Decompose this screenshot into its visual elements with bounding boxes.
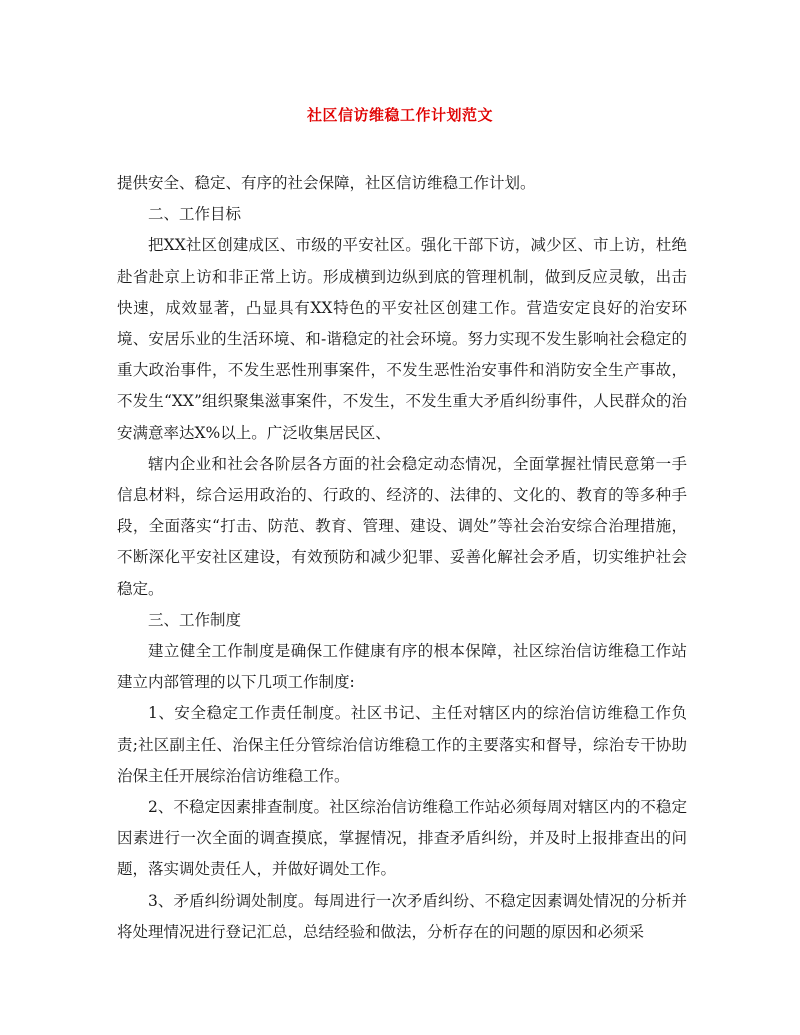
document-body [117,168,687,948]
paragraph: 把XX社区创建成区、市级的平安社区。强化干部下访，减少区、市上访，杜绝赴省赴京上访和非正常上访。形成横到边纵到底的管理机制，做到反应灵敏，出击快速，成效显著，凸显具有XX特色的平安社区创建工作。营造安定良好的治安环境、安居乐业的生活环境、和-谐稳定的社会环境。努力实现不发生影响社会稳定的重大政治事件，不发生恶性刑事案件，不发生恶性治安事件和消防安全生产事故，不发生“XX”组织聚集滋事案件，不发生，不发生重大矛盾纠纷事件，人民群众的治安满意率达X%以上。广泛收集居民区、 [117,236,687,442]
paragraph: 提供安全、稳定、有序的社会保障，社区信访维稳工作计划。 [117,174,536,192]
section-heading-goals: 二、工作目标 [148,205,242,224]
paragraph: 辖内企业和社会各阶层各方面的社会稳定动态情况，全面掌握社情民意第一手信息材料，综合运用政治的、行政的、经济的、法律的、文化的、教育的等多种手段，全面落实“打击、防范、教育、管理、建设、调处”等社会治安综合治理措施，不断深化平安社区建设，有效预防和减少犯罪、妥善化解社会矛盾，切实维护社会稳定。 [117,454,687,598]
list-item: 1、安全稳定工作责任制度。社区书记、主任对辖区内的综治信访维稳工作负责;社区副主任、治保主任分管综治信访维稳工作的主要落实和督导，综治专干协助治保主任开展综治信访维稳工作。 [117,704,687,785]
document-title: 社区信访维稳工作计划范文 [306,106,493,124]
list-item: 3、矛盾纠纷调处制度。每周进行一次矛盾纠纷、不稳定因素调处情况的分析并将处理情况进行登记汇总，总结经验和做法，分析存在的问题的原因和必须采 [117,891,687,941]
paragraph: 建立健全工作制度是确保工作健康有序的根本保障，社区综治信访维稳工作站建立内部管理的以下几项工作制度: [117,642,687,692]
section-heading-system: 三、工作制度 [148,610,242,629]
list-item: 2、不稳定因素排查制度。社区综治信访维稳工作站必须每周对辖区内的不稳定因素进行一次全面的调查摸底，掌握情况，排查矛盾纠纷，并及时上报排查出的问题，落实调处责任人，并做好调处工作。 [117,798,687,879]
